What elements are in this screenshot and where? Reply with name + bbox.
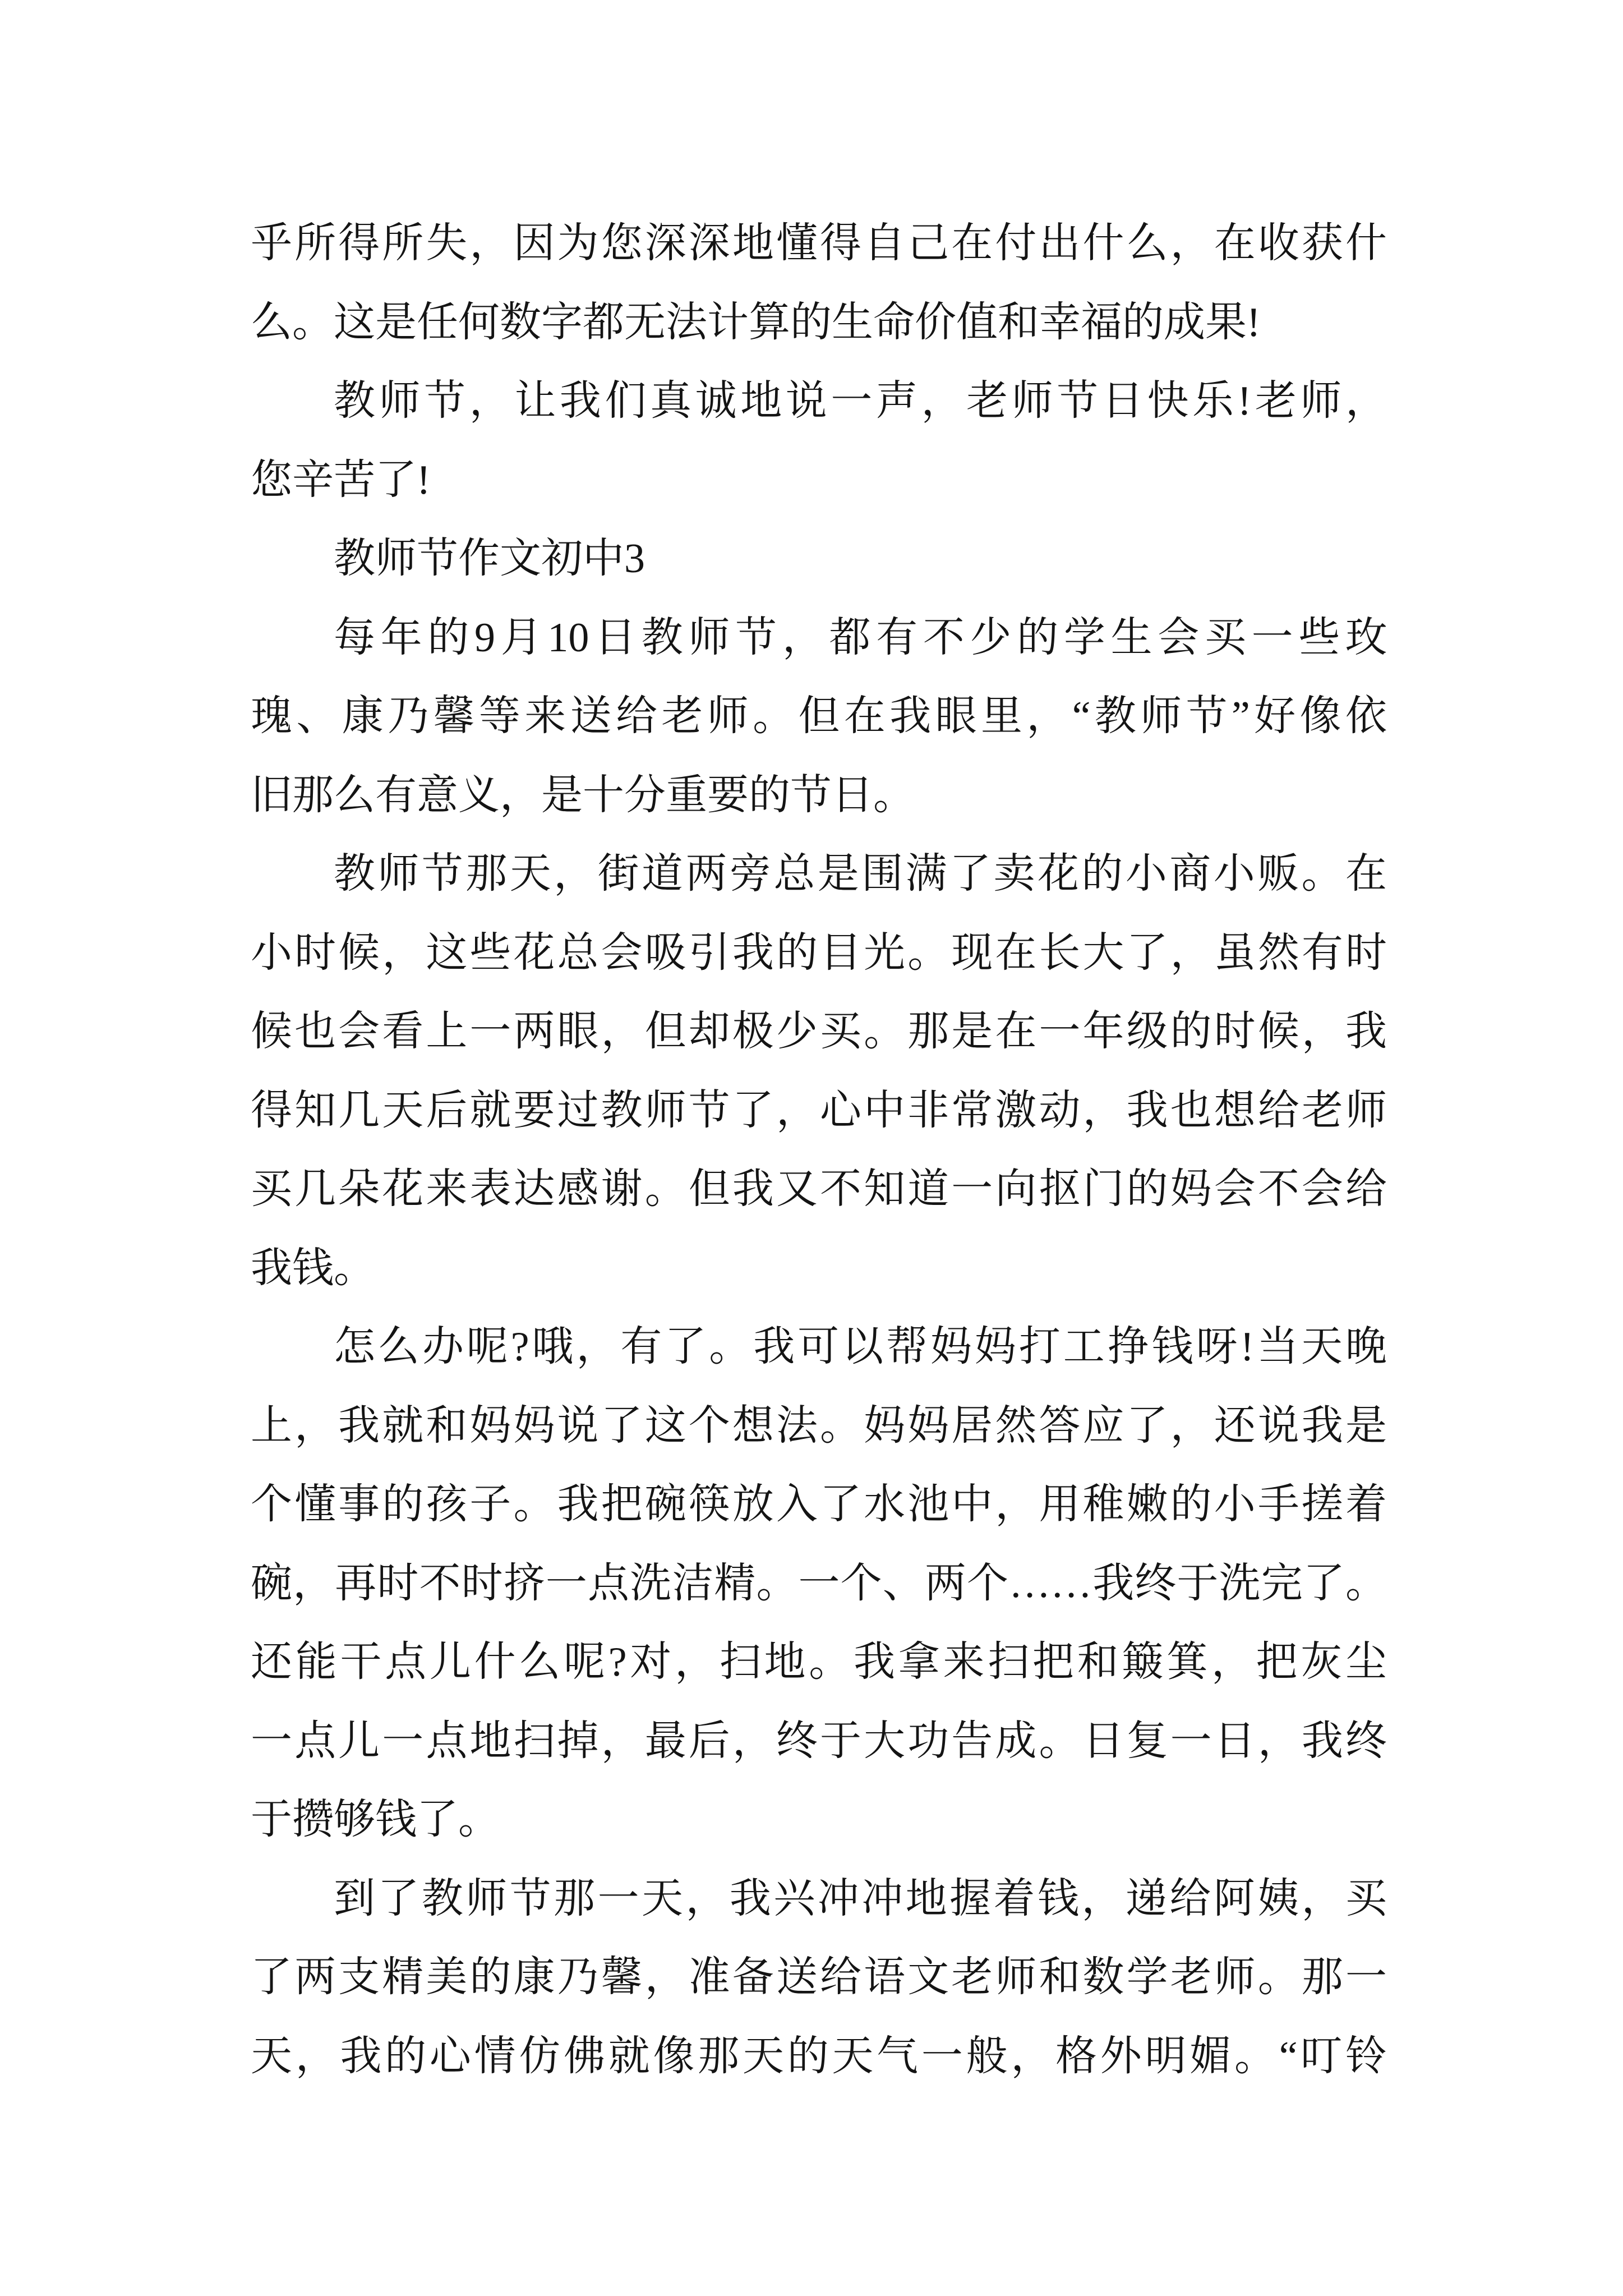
- text-line: 您辛苦了!: [251, 457, 431, 503]
- text-line: 每年的9月10日教师节，都有不少的学生会买一些玫: [334, 614, 1387, 661]
- paragraph: [251, 835, 1387, 1308]
- text-line: 怎么办呢?哦，有了。我可以帮妈妈打工挣钱呀!当天晚: [334, 1324, 1387, 1370]
- text-line: 得知几天后就要过教师节了，心中非常激动，我也想给老师: [251, 1087, 1387, 1134]
- paragraph: [251, 204, 1387, 362]
- text-line: 小时候，这些花总会吸引我的目光。现在长大了，虽然有时: [251, 930, 1387, 976]
- text-line: 了两支精美的康乃馨，准备送给语文老师和数学老师。那一: [251, 1954, 1387, 2000]
- text-line: 候也会看上一两眼，但却极少买。那是在一年级的时候，我: [251, 1009, 1387, 1055]
- text-line: 到了教师节那一天，我兴冲冲地握着钱，递给阿姨，买: [334, 1875, 1387, 1922]
- text-line: 瑰、康乃馨等来送给老师。但在我眼里，“教师节”好像依: [251, 693, 1387, 739]
- paragraph: [251, 1308, 1387, 1860]
- text-line: 还能干点儿什么呢?对，扫地。我拿来扫把和簸箕，把灰尘: [251, 1639, 1387, 1685]
- text-line: 我钱。: [251, 1245, 375, 1291]
- paragraph: [251, 599, 1387, 835]
- text-line: 旧那么有意义，是十分重要的节日。: [251, 772, 915, 818]
- paragraph: [251, 1860, 1387, 2096]
- text-line: 教师节，让我们真诚地说一声，老师节日快乐!老师，: [334, 378, 1387, 424]
- text-line: 天，我的心情仿佛就像那天的天气一般，格外明媚。“叮铃: [251, 2033, 1387, 2079]
- text-line: 于攒够钱了。: [251, 1797, 500, 1843]
- paragraph: [251, 362, 1387, 519]
- section-title-text: 教师节作文初中3: [334, 536, 645, 582]
- text-line: 一点儿一点地扫掉，最后，终于大功告成。日复一日，我终: [251, 1718, 1387, 1764]
- text-line: 么。这是任何数字都无法计算的生命价值和幸福的成果!: [251, 299, 1261, 346]
- document-body: [251, 204, 1387, 2096]
- text-line: 乎所得所失，因为您深深地懂得自己在付出什么，在收获什: [251, 220, 1387, 266]
- text-line: 个懂事的孩子。我把碗筷放入了水池中，用稚嫩的小手搓着: [251, 1481, 1387, 1527]
- text-line: 教师节那天，街道两旁总是围满了卖花的小商小贩。在: [334, 851, 1387, 897]
- text-line: 上，我就和妈妈说了这个想法。妈妈居然答应了，还说我是: [251, 1402, 1387, 1449]
- text-line: 碗，再时不时挤一点洗洁精。一个、两个……我终于洗完了。: [251, 1560, 1387, 1607]
- text-line: 买几朵花来表达感谢。但我又不知道一向抠门的妈会不会给: [251, 1166, 1387, 1212]
- section-title: [251, 519, 1387, 599]
